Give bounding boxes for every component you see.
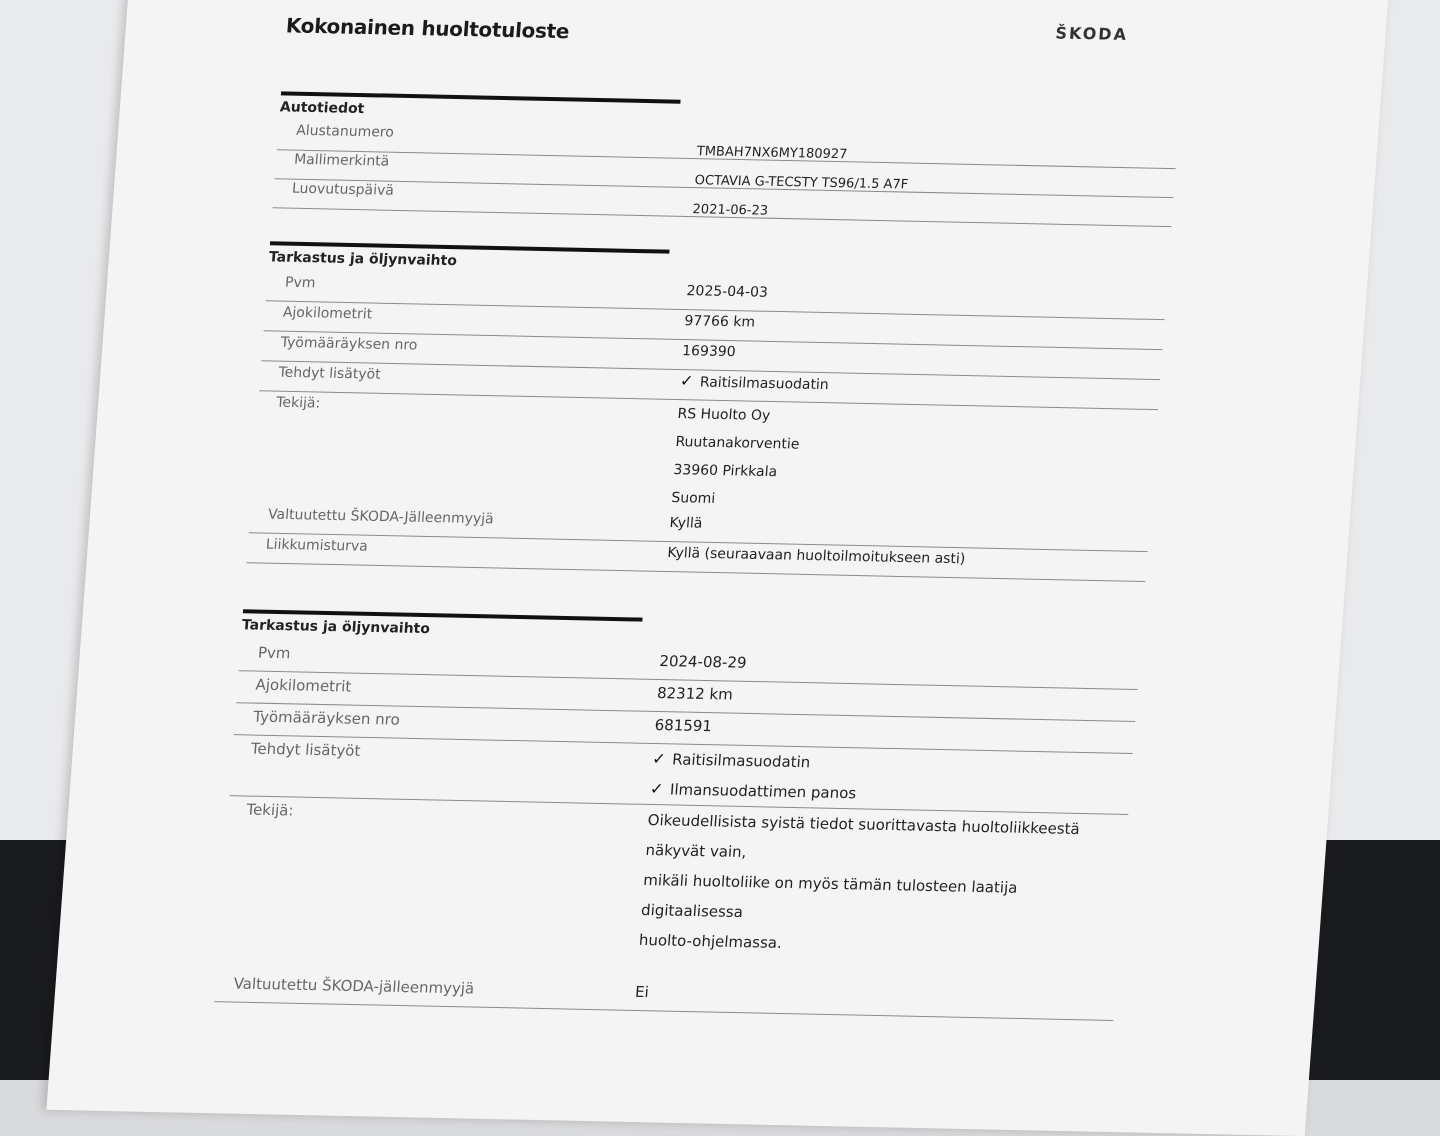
extras-label: Tehdyt lisätyöt	[277, 364, 382, 383]
order-value: 681591	[654, 715, 713, 736]
dealer-value: Ei	[634, 982, 650, 1002]
service-section-2025	[247, 241, 1169, 582]
service-2024-row-dealer	[214, 970, 1115, 1021]
checkmark-icon: ✓	[651, 748, 667, 769]
order-label: Työmääräyksen nro	[280, 334, 418, 354]
checkmark-icon: ✓	[649, 778, 665, 799]
dealer-value: Kyllä	[668, 515, 703, 532]
service-2024-row-maker	[218, 796, 1128, 965]
km-value: 82312 km	[656, 683, 734, 704]
delivery-label: Luovutuspäivä	[291, 180, 395, 199]
maker-label: Tekijä:	[245, 800, 295, 820]
dealer-label: Valtuutettu ŠKODA-Jälleenmyyjä	[267, 506, 495, 528]
date-value: 2025-04-03	[685, 283, 769, 301]
service-2025-header: Tarkastus ja öljynvaihto	[268, 241, 670, 279]
vin-label: Alustanumero	[295, 122, 395, 141]
maker-line: Oikeudellisista syistä tiedot suorittavasta huoltoliikkeestä näkyvät vain,	[644, 810, 1081, 862]
extra-item: Raitisilmasuodatin	[671, 750, 811, 772]
extras-value	[649, 744, 1133, 814]
extra-item: Raitisilmasuodatin	[699, 374, 830, 394]
km-label: Ajokilometrit	[282, 304, 373, 323]
km-value: 97766 km	[683, 313, 756, 331]
mobility-label: Liikkumisturva	[265, 536, 369, 555]
service-2024-header: Tarkastus ja öljynvaihto	[241, 609, 643, 647]
dealer-label: Valtuutettu ŠKODA-jälleenmyyjä	[233, 974, 475, 998]
checkmark-icon: ✓	[679, 371, 695, 391]
delivery-value: 2021-06-23	[692, 202, 769, 219]
vehicle-section-header: Autotiedot	[279, 91, 681, 129]
document-title: Kokonainen huoltotuloste	[285, 13, 571, 44]
extras-label: Tehdyt lisätyöt	[250, 739, 362, 760]
maker-line: mikäli huoltoliike on myös tämän tulosteen laatija digitaalisessa	[640, 870, 1019, 922]
service-section-2024	[214, 609, 1142, 1021]
maker-line: 33960 Pirkkala	[672, 462, 778, 481]
order-label: Työmääräyksen nro	[252, 707, 401, 729]
maker-value	[638, 805, 1128, 965]
date-label: Pvm	[257, 643, 292, 663]
date-label: Pvm	[284, 274, 317, 292]
maker-line: Suomi	[670, 490, 716, 507]
maker-line: Ruutanakorventie	[674, 434, 800, 453]
model-label: Mallimerkintä	[293, 151, 390, 170]
maker-label: Tekijä:	[275, 394, 321, 412]
service-2025-row-maker	[251, 391, 1158, 522]
maker-line: huolto-ohjelmassa.	[638, 930, 783, 952]
brand-logo: ŠKODA	[1054, 23, 1129, 44]
date-value: 2024-08-29	[658, 651, 748, 672]
vehicle-section	[273, 91, 1180, 227]
maker-line: RS Huolto Oy	[676, 406, 771, 424]
service-printout	[46, 0, 1388, 1136]
extra-item: Ilmansuodattimen panos	[669, 780, 857, 803]
order-value: 169390	[681, 343, 737, 361]
maker-value	[670, 400, 1158, 522]
km-label: Ajokilometrit	[254, 675, 352, 696]
model-value: OCTAVIA G-TECSTY TS96/1.5 A7F	[694, 173, 909, 193]
mobility-value: Kyllä (seuraavaan huoltoilmoitukseen asti)	[666, 545, 966, 568]
vin-value: TMBAH7NX6MY180927	[696, 144, 848, 163]
